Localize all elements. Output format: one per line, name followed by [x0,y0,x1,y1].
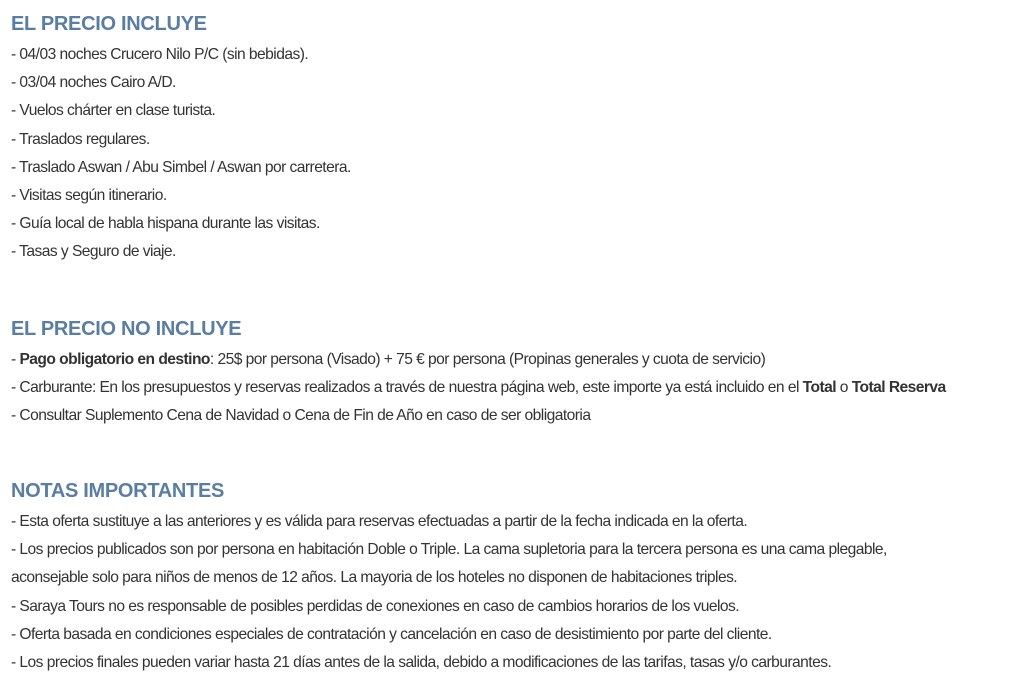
section-precio-no-incluye [11,315,946,431]
item-bold-total-reserva: Total Reserva [851,379,946,397]
list-item-carburante [11,374,946,402]
item-prefix: - [11,351,20,368]
list-item: - Traslado Aswan / Abu Simbel / Aswan por carretera. [11,158,351,176]
document-page [11,0,1019,671]
item-text: - Carburante: En los presupuestos y reservas realizados a través de nuestra página web, este importe ya está incluido en el [11,379,803,397]
list-item: - Tasas y Seguro de viaje. [11,243,176,261]
section-title-incluye: EL PRECIO INCLUYE [11,13,207,35]
list-item: - Traslados regulares. [11,130,150,148]
list-item: - 04/03 noches Crucero Nilo P/C (sin bebidas). [11,46,309,63]
list-item: - Esta oferta sustituye a las anteriores y es válida para reservas efectuadas a partir de la fecha indicada en la oferta. [11,513,748,530]
item-text: o [836,379,852,397]
list-item: aconsejable solo para niños de menos de 12 años. La mayoria de los hoteles no disponen de habitaciones triples. [11,569,738,587]
section-precio-incluye [11,10,1019,267]
list-item: - 03/04 noches Cairo A/D. [11,74,176,92]
section-notas-importantes [11,477,887,677]
section-title-no-incluye: EL PRECIO NO INCLUYE [11,318,242,340]
section-title-notas: NOTAS IMPORTANTES [11,480,225,502]
item-bold-label: Pago obligatorio en destino [19,351,210,368]
list-notas [11,508,887,677]
list-incluye [11,41,1019,267]
list-item: - Los precios finales pueden variar hasta 21 días antes de la salida, debido a modificaciones de las tarifas, tasas y/o carburantes. [11,653,832,671]
list-item: - Visitas según itinerario. [11,186,167,204]
item-text: : 25$ por persona (Visado) + 75 € por persona (Propinas generales y cuota de servicio) [209,351,766,368]
list-item: - Vuelos chárter en clase turista. [11,102,216,120]
list-item: - Guía local de habla hispana durante las visitas. [11,215,320,233]
list-item-suplemento: - Consultar Suplemento Cena de Navidad o Cena de Fin de Año en caso de ser obligatoria [11,407,591,425]
list-item-pago-obligatorio [11,346,946,374]
list-item: - Saraya Tours no es responsable de posibles perdidas de conexiones en caso de cambios horarios de los vuelos. [11,597,740,615]
list-no-incluye [11,346,946,431]
item-bold-total: Total [802,379,837,397]
list-item: - Los precios publicados son por persona en habitación Doble o Triple. La cama supletoria para la tercera persona es una cama plegable, [11,541,887,559]
list-item: - Oferta basada en condiciones especiales de contratación y cancelación en caso de desistimiento por parte del cliente. [11,625,772,643]
